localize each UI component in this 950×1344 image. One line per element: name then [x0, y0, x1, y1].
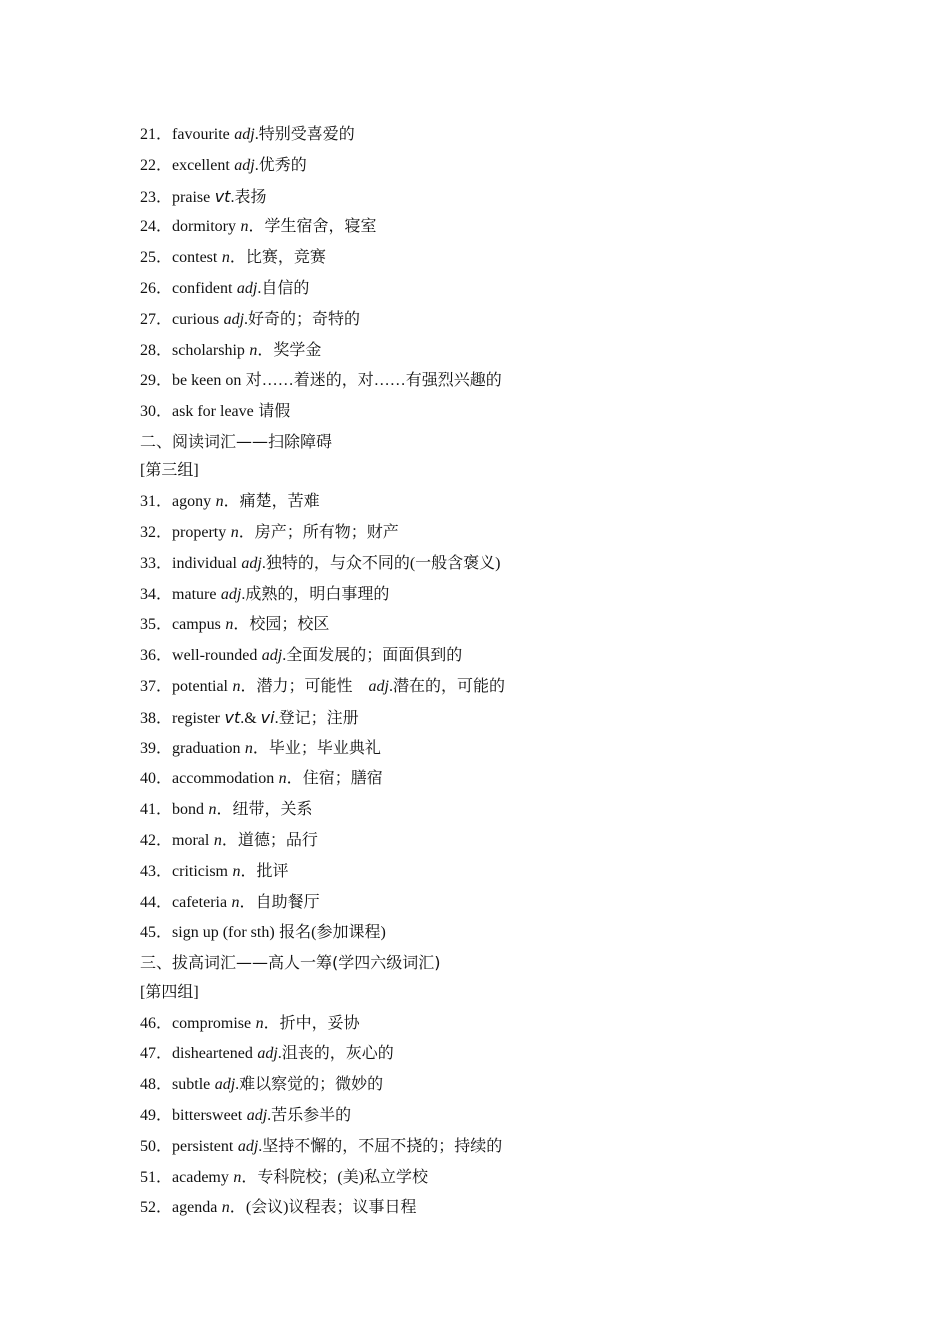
pos-separator: ． [229, 1199, 246, 1217]
vocab-entry [140, 641, 840, 672]
entry-number: 30． [140, 403, 173, 421]
vocab-entry [140, 610, 840, 641]
vocab-entry [140, 243, 840, 274]
entry-word: graduation [172, 739, 241, 757]
entry-meaning: 对……着迷的，对……有强烈兴趣的 [245, 372, 502, 390]
part-of-speech: n [232, 678, 241, 696]
entry-word: bittersweet [172, 1106, 243, 1124]
entry-word: campus [172, 616, 221, 634]
entry-word: dormitory [172, 218, 237, 236]
entry-number: 36． [140, 647, 173, 665]
part-of-speech: adj [237, 1137, 259, 1155]
pos-separator: . [261, 554, 266, 572]
vocab-list-group-4 [140, 1009, 840, 1225]
part-of-speech: adj [234, 126, 255, 143]
entry-meaning: 成熟的，明白事理的 [245, 585, 390, 603]
pos-separator: . [274, 709, 279, 727]
pos-separator: ． [240, 678, 257, 696]
entry-word: contest [172, 249, 218, 267]
entry-number: 32． [140, 524, 173, 542]
pos-separator: ． [239, 893, 256, 911]
pos-separator: ． [216, 801, 233, 819]
entry-meaning: 沮丧的，灰心的 [281, 1045, 394, 1063]
pos-separator: . [244, 310, 249, 328]
part-of-speech: n [225, 616, 234, 634]
vocab-entry [140, 151, 840, 182]
entry-word: confident [172, 279, 233, 297]
entry-number: 38． [140, 709, 173, 727]
part-of-speech: n [208, 801, 217, 819]
section-heading-reading: 二、阅读词汇——扫除障碍 [140, 431, 333, 451]
entry-meaning: 优秀的 [258, 156, 307, 174]
vocab-entry [140, 518, 840, 549]
vocab-entry [140, 672, 840, 703]
pos-separator: . [277, 1045, 282, 1063]
entry-word: criticism [172, 862, 228, 880]
pos-separator: ． [221, 832, 238, 850]
part-of-speech: adj [246, 1106, 268, 1124]
entry-number: 37． [140, 678, 173, 696]
vocab-entry [140, 1193, 840, 1224]
vocab-entry [140, 764, 840, 795]
entry-meaning: 好奇的；奇特的 [248, 310, 361, 328]
entry-number: 29． [140, 372, 173, 390]
entry-word: property [172, 524, 227, 542]
pos-separator: . [282, 647, 287, 665]
entry-number: 24． [140, 218, 173, 236]
entry-word: subtle [172, 1076, 211, 1094]
pos-separator: ． [223, 493, 240, 511]
part-of-speech: n [213, 832, 222, 850]
vocab-entry [140, 182, 840, 213]
entry-meaning: 校园；校区 [249, 616, 330, 634]
vocab-entry [140, 1132, 840, 1163]
entry-word: individual [172, 554, 237, 572]
pos-separator: . [240, 709, 245, 727]
entry-word: sign up (for sth) [172, 924, 275, 942]
entry-meaning: 房产；所有物；财产 [254, 524, 399, 542]
entry-number: 35． [140, 616, 173, 634]
entry-word: excellent [172, 156, 230, 174]
entry-word: register [172, 709, 220, 727]
entry-meaning: 折中，妥协 [279, 1014, 360, 1032]
vocab-entry [140, 487, 840, 518]
pos-separator: . [267, 1106, 272, 1124]
pos-separator: . [230, 188, 235, 206]
entry-word: curious [172, 310, 220, 328]
entry-number: 34． [140, 585, 173, 603]
pos-separator: . [241, 585, 246, 603]
entry-word: compromise [172, 1014, 252, 1032]
entry-word: academy [172, 1168, 229, 1186]
entry-number: 39． [140, 739, 173, 757]
entry-word: accommodation [172, 770, 275, 788]
part-of-speech-secondary: adj [368, 678, 389, 696]
vocab-entry [140, 1101, 840, 1132]
part-of-speech: vt [214, 186, 231, 206]
vocab-entry [140, 1070, 840, 1101]
entry-word: favourite [172, 126, 230, 143]
vocab-list-group-3 [140, 487, 840, 949]
part-of-speech-extra: vi [260, 707, 275, 727]
vocab-entry [140, 212, 840, 243]
part-of-speech: n [221, 249, 230, 267]
entry-meaning: 独特的，与众不同的(一般含褒义) [265, 554, 501, 572]
part-of-speech: n [240, 218, 249, 236]
entry-meaning: 比赛，竞赛 [245, 249, 326, 267]
vocab-entry [140, 305, 840, 336]
entry-word: persistent [172, 1137, 234, 1155]
entry-number: 51． [140, 1168, 173, 1186]
part-of-speech: n [278, 770, 287, 788]
entry-meaning: 批评 [256, 862, 289, 880]
entry-number: 45． [140, 924, 173, 942]
entry-word: disheartened [172, 1045, 253, 1063]
entry-meaning: 苦乐参半的 [271, 1106, 352, 1124]
entry-meaning: 毕业；毕业典礼 [268, 739, 381, 757]
entry-word: well-rounded [172, 647, 258, 665]
vocab-entry [140, 549, 840, 580]
pos-separator: ． [240, 862, 257, 880]
entry-word: moral [172, 832, 210, 850]
entry-meaning: 潜力；可能性 [256, 678, 353, 696]
entry-number: 33． [140, 554, 173, 572]
entry-meaning-secondary: 潜在的，可能的 [392, 678, 505, 696]
vocab-entry [140, 1163, 840, 1194]
pos-separator: ． [241, 1168, 258, 1186]
entry-number: 28． [140, 341, 173, 359]
pos-separator: ． [229, 249, 246, 267]
entry-number: 27． [140, 310, 173, 328]
part-of-speech: n [249, 341, 258, 359]
vocab-entry [140, 857, 840, 888]
pos-separator: . [235, 1076, 240, 1094]
entry-number: 26． [140, 279, 173, 297]
part-of-speech: n [255, 1014, 264, 1032]
part-of-speech: adj [223, 310, 245, 328]
entry-word: cafeteria [172, 893, 228, 911]
pos-separator: ． [238, 524, 255, 542]
vocab-entry [140, 703, 840, 734]
part-of-speech: adj [241, 554, 262, 572]
pos-separator: ． [252, 739, 269, 757]
vocab-entry [140, 397, 840, 428]
entry-number: 43． [140, 862, 173, 880]
part-of-speech: adj [257, 1045, 278, 1063]
entry-meaning: 报名(参加课程) [279, 924, 386, 942]
pos-separator: ． [248, 218, 265, 236]
part-of-speech: vt [224, 707, 241, 727]
entry-meaning: 住宿；膳宿 [302, 770, 383, 788]
part-of-speech: adj [234, 156, 255, 174]
vocab-entry [140, 336, 840, 367]
entry-number: 41． [140, 801, 173, 819]
entry-number: 52． [140, 1199, 173, 1217]
entry-number: 46． [140, 1014, 173, 1032]
pos-separator: . [258, 1137, 263, 1155]
vocab-entry [140, 795, 840, 826]
vocab-list-group-2 [140, 120, 840, 428]
vocab-entry [140, 734, 840, 765]
pos-joiner: & [244, 709, 261, 727]
vocab-entry [140, 918, 840, 949]
group-label-3: [第三组] [140, 462, 199, 480]
entry-meaning: 学生宿舍，寝室 [264, 218, 377, 236]
entry-word: agony [172, 493, 212, 511]
vocab-entry [140, 580, 840, 611]
entry-meaning: 请假 [258, 403, 291, 421]
entry-number: 49． [140, 1106, 173, 1124]
part-of-speech: n [221, 1199, 230, 1217]
entry-meaning: 专科院校；(美)私立学校 [257, 1168, 429, 1186]
entry-meaning: 难以察觉的；微妙的 [239, 1076, 384, 1094]
pos-separator: . [388, 678, 393, 696]
vocab-entry [140, 826, 840, 857]
vocabulary-page [140, 120, 840, 1224]
entry-number: 42． [140, 832, 173, 850]
entry-word: agenda [172, 1199, 218, 1217]
entry-word: praise [172, 188, 211, 206]
entry-number: 25． [140, 249, 173, 267]
pos-separator: ． [286, 770, 303, 788]
pos-separator: ． [233, 616, 250, 634]
part-of-speech: n [232, 862, 241, 880]
entry-meaning: 表扬 [234, 188, 267, 206]
part-of-speech: adj [261, 647, 283, 665]
pos-separator: . [254, 156, 259, 174]
entry-number: 50． [140, 1137, 173, 1155]
entry-meaning: 特别受喜爱的 [258, 126, 355, 143]
entry-number: 40． [140, 770, 173, 788]
part-of-speech: n [231, 893, 240, 911]
entry-number: 22． [140, 156, 173, 174]
entry-number: 44． [140, 893, 173, 911]
entry-meaning: 奖学金 [273, 341, 322, 359]
vocab-entry [140, 366, 840, 397]
group-label-4: [第四组] [140, 983, 199, 1001]
entry-word: scholarship [172, 341, 245, 359]
entry-meaning: 自信的 [261, 279, 310, 297]
entry-meaning: 自助餐厅 [255, 893, 320, 911]
entry-meaning: (会议)议程表；议事日程 [245, 1199, 417, 1217]
part-of-speech: n [215, 493, 224, 511]
entry-meaning: 道德；品行 [237, 832, 318, 850]
vocab-entry [140, 888, 840, 919]
entry-meaning: 全面发展的；面面俱到的 [286, 647, 463, 665]
entry-number: 23． [140, 188, 173, 206]
vocab-entry [140, 120, 840, 151]
entry-word: bond [172, 801, 205, 819]
part-of-speech: n [233, 1168, 242, 1186]
vocab-entry [140, 1039, 840, 1070]
entry-meaning: 坚持不懈的，不屈不挠的；持续的 [262, 1137, 503, 1155]
vocab-entry [140, 1009, 840, 1040]
entry-number: 21． [140, 126, 173, 143]
pos-separator: ． [263, 1014, 280, 1032]
part-of-speech: adj [236, 279, 258, 297]
part-of-speech: adj [214, 1076, 236, 1094]
pos-separator: . [257, 279, 262, 297]
section-heading-advanced: 三、拔高词汇——高人一筹(学四六级词汇) [140, 953, 441, 973]
entry-number: 47． [140, 1045, 173, 1063]
entry-meaning: 登记；注册 [278, 709, 359, 727]
part-of-speech: adj [220, 585, 242, 603]
entry-word: be keen on [172, 372, 242, 390]
entry-word: mature [172, 585, 217, 603]
part-of-speech: n [230, 524, 239, 542]
vocab-entry [140, 274, 840, 305]
entry-meaning: 痛楚，苦难 [239, 493, 320, 511]
pos-separator: ． [257, 341, 274, 359]
entry-word: potential [172, 678, 228, 696]
pos-separator: . [254, 126, 259, 143]
entry-meaning: 纽带，关系 [232, 801, 313, 819]
entry-word: ask for leave [172, 403, 254, 421]
part-of-speech: n [244, 739, 253, 757]
entry-number: 31． [140, 493, 173, 511]
entry-number: 48． [140, 1076, 173, 1094]
